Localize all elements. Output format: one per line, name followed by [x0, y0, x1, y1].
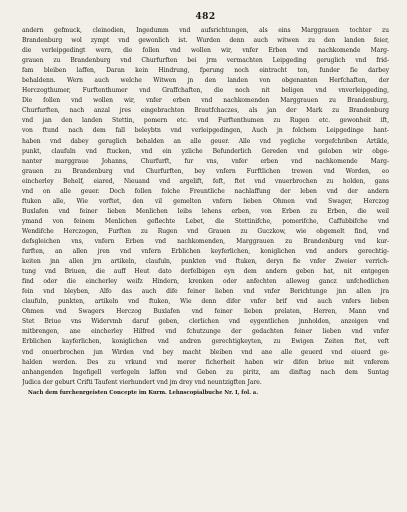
- text-line: Herczogthumer, Furftenthumer vnd Graffchaften, die noch nit beligen vnd vnverleipgeding,: [22, 87, 389, 95]
- page-number: 482: [195, 12, 216, 22]
- text-line: defsgleichen vns, vnfern Erben vnd nachkomenden, Marggrauen zu Brandenburg vnd kur-: [22, 237, 389, 245]
- body-text: [22, 26, 389, 388]
- text-line: mitbrengen, ane eincherley Hilfred vnd fchutzunge der gedachten feiner lieben vnd vnfer: [22, 328, 389, 336]
- text-line: Brandenburg wol zympt vnd gewonlich ist. Wurden denn auch witwen zu den landen feier,: [22, 37, 389, 45]
- text-line: Churfurften, nach anzal jres eingebrachten Brautfchaczes, als jan der Mark zu Brandenburg: [22, 107, 389, 115]
- text-line: von ftund nach dem fall beleybtn vnd verleipgedingen, Auch jn folchem Leipgedinge hant-: [22, 127, 389, 135]
- text-line: Judica der geburt Crifti Taufent vierhundert vnd jm drey vnd neuntzigften Jare.: [22, 378, 262, 386]
- text-line: nanter marggraue Johanns, Churfurft, fur vns, vnfer erben vnd nachkomende Marg-: [22, 157, 389, 165]
- text-line: vnd onuerbrochen jun Wirden vnd bey macht bleiben vnd ane alle geuerd vnd eiuerd ge-: [22, 348, 389, 356]
- text-line: vnd jan den landen Stettin, pomern etc. vnd Furftenthumen zu Rugen etc. gewonheit ift,: [22, 117, 389, 125]
- text-line: anhangenden Ingefigell verfegeln laffen vnd Geben zu piritz, am dinftag nach dem Suntag: [22, 368, 389, 376]
- text-line: die verleipgedingt wern, die follen vnd wollen wir, vnfer Erben vnd nachkomende Marg-: [22, 47, 389, 55]
- text-line: eincherley Behelf, eiared, Nieuand vnd argelift, feft, ftet vnd vnuerbrochen zu holden, gans: [22, 177, 389, 185]
- text-line: fam bleiben laffen, Daran kein Hindrung, fperung noch eintracht ton, funder fie darbey: [22, 67, 389, 75]
- text-line: Wendifche Herczogen, Furften zu Rugen vnd Grauen zu Guczkow, wie obgemelt find, vnd: [22, 227, 389, 235]
- text-line: fein vnd bleyben, Alfo das auch dife feiner lieben vnd vnfer Berichtunge jnn allen jra: [22, 288, 389, 296]
- text-line: grauen zu Brandenburg vnd Churfurften, bey vnfern Furftlichen trewen vnd Worden, eo: [22, 167, 389, 175]
- text-line: ymand von feinem Menlichen geflechte Lebet, die Stettinifche, pomerifche, Caffubbifche vnd: [22, 217, 389, 225]
- text-line: andern gefmuck, cleinodien, Ingedumm vnd aufsrichtungen, als eins Marggrauen tochter zu: [22, 27, 389, 34]
- text-line: behaldenn. Wern auch welche Witwen jn den landen von obgenanten Herfchaften, der: [22, 77, 389, 85]
- source-note: Nach dem furchenrgeisten Concepte im Kurm. Lehnscopialbuche Nr. I, fol. a.: [28, 389, 259, 396]
- text-line: vnd on alle geuer. Doch follen folche Freuntliche nachlaffung der leben vnd der andern: [22, 187, 389, 195]
- text-line: claufuln, punkten, artikeln vnd ftuken, Wie denn difer vnfer brif vnd auch vnfers lieben: [22, 298, 389, 306]
- text-line: haben vnd dabey geruglich behalden an alle geuer. Alle vnd yegliche vorgefchriben Artikle,: [22, 137, 389, 145]
- text-line: Ohmen vnd Swagers Herczog Buxlafen vnd feiner lieben prelaten, Herren, Mann vnd: [22, 308, 389, 316]
- text-line: tung vnd Briuen, die auff Heut dato derfelbigen eyn dem andern geben hat, nit entgegen: [22, 268, 389, 276]
- text-line: find oder die eincherley weifz Hindern, krenken oder anfechten alleweg gancz unfchedlichen: [22, 278, 389, 286]
- text-line: Erblichen kayferlichen, koniglichen vnd andren gerechtigkeyten, zu Ewigen Zeiten ftet, veft: [22, 338, 389, 346]
- text-line: Die follen vnd wollen wir, vnfer erben vnd nachkomenden Marggrauen zu Brandenburg,: [22, 97, 389, 105]
- text-line: grauen zu Brandenburg vnd Churfurften bei jrm vermachten Leipgeding geruglich vnd frid-: [22, 57, 389, 65]
- text-line: halden werden. Des zu vrkund vnd merer ficherheit haben wir difen briue mit vnferem: [22, 358, 389, 366]
- text-line: Stet Briue vns Widervmb daruf geben, clerlichen vnd eygentlichen jnnholden, anzeigen vnd: [22, 318, 389, 326]
- text-line: keiten jnn allen jrn artikeln, claufuln, punkten vnd ftuken, deryn fie vnfer Zweier verrich-: [22, 258, 389, 266]
- text-line: ftuken alle, Wie vorftet, den vil gemelten vnfern lieben Ohmen vnd Swager, Herczog: [22, 197, 389, 205]
- text-line: furften, an allen jren vnd vnfern Erblichen keyferlichen, koniglichen vnd anders gerechtig-: [22, 248, 389, 256]
- text-line: Buxlafen vnd feiner lieben Menlichen leibs lehens erben, von Erben zu Erben, die weil: [22, 207, 389, 215]
- text-line: punkt, claufuln vnd ftucken, vnd ein yzliche Befunderlich Gereden vnd geloben wir obge-: [22, 147, 389, 155]
